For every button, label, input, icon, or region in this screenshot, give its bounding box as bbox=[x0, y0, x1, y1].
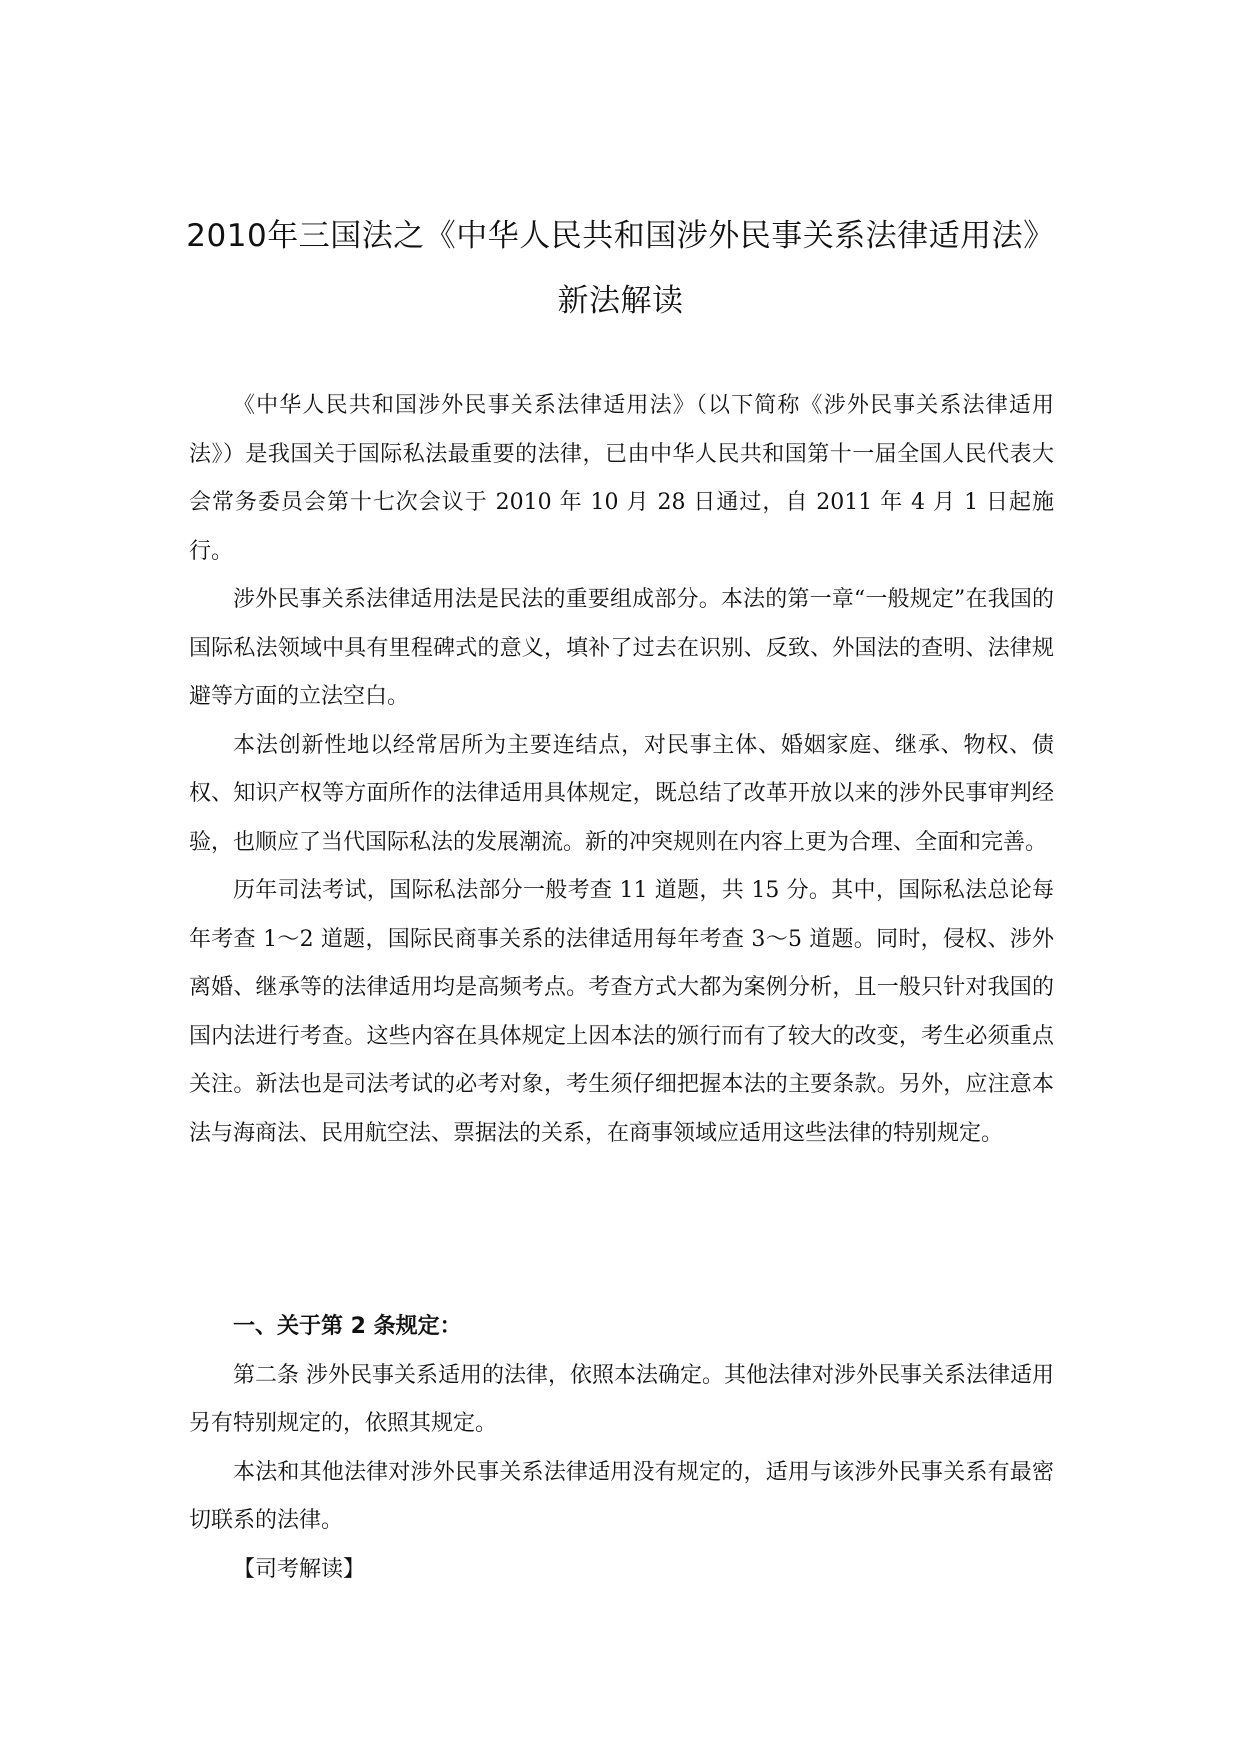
paragraph: 本法创新性地以经常居所为主要连结点，对民事主体、婚姻家庭、继承、物权、债权、知识产权等方面所作的法律适用具体规定，既总结了改革开放以来的涉外民事审判经验，也顺应了当代国际私法的发展潮流。新的冲突规则在内容上更为合理、全面和完善。 bbox=[189, 732, 1054, 855]
paragraph: 历年司法考试，国际私法部分一般考查 11 道题，共 15 分。其中，国际私法总论每年考查 1～2 道题，国际民商事关系的法律适用每年考查 3～5 道题。同时，侵权、涉外离婚、继承等的法律适用均是高频考点。考查方式大都为案例分析，且一般只针对我国的国内法进行考查。这些内容在具体规定上因本法的颁行而有了较大的改变，考生必须重点关注。新法也是司法考试的必考对象，考生须仔细把握本法的主要条款。另外，应注意本法与海商法、民用航空法、票据法的关系，在商事领域应适用这些法律的特别规定。 bbox=[189, 878, 1054, 1146]
section-article-2 bbox=[189, 1303, 1054, 1594]
document-title-line1: 2010年三国法之《中华人民共和国涉外民事关系法律适用法》 bbox=[186, 218, 1055, 254]
section-heading: 一、关于第 2 条规定： bbox=[233, 1314, 462, 1339]
interpretation-label: 【司考解读】 bbox=[233, 1556, 366, 1582]
article-text: 第二条 涉外民事关系适用的法律，依照本法确定。其他法律对涉外民事关系法律适用另有特别规定的，依照其规定。 bbox=[189, 1362, 1054, 1436]
paragraph: 涉外民事关系法律适用法是民法的重要组成部分。本法的第一章“一般规定”在我国的国际私法领域中具有里程碑式的意义，填补了过去在识别、反致、外国法的查明、法律规避等方面的立法空白。 bbox=[189, 587, 1054, 709]
intro-section bbox=[189, 382, 1054, 1158]
article-text: 本法和其他法律对涉外民事关系法律适用没有规定的，适用与该涉外民事关系有最密切联系的法律。 bbox=[189, 1459, 1054, 1533]
paragraph: 《中华人民共和国涉外民事关系法律适用法》（以下简称《涉外民事关系法律适用法》）是我国关于国际私法最重要的法律，已由中华人民共和国第十一届全国人民代表大会常务委员会第十七次会议于 2010 年 10 月 28 日通过，自 2011 年 4 月 1 日起施行。 bbox=[189, 393, 1054, 564]
document-title-line2: 新法解读 bbox=[557, 283, 684, 319]
